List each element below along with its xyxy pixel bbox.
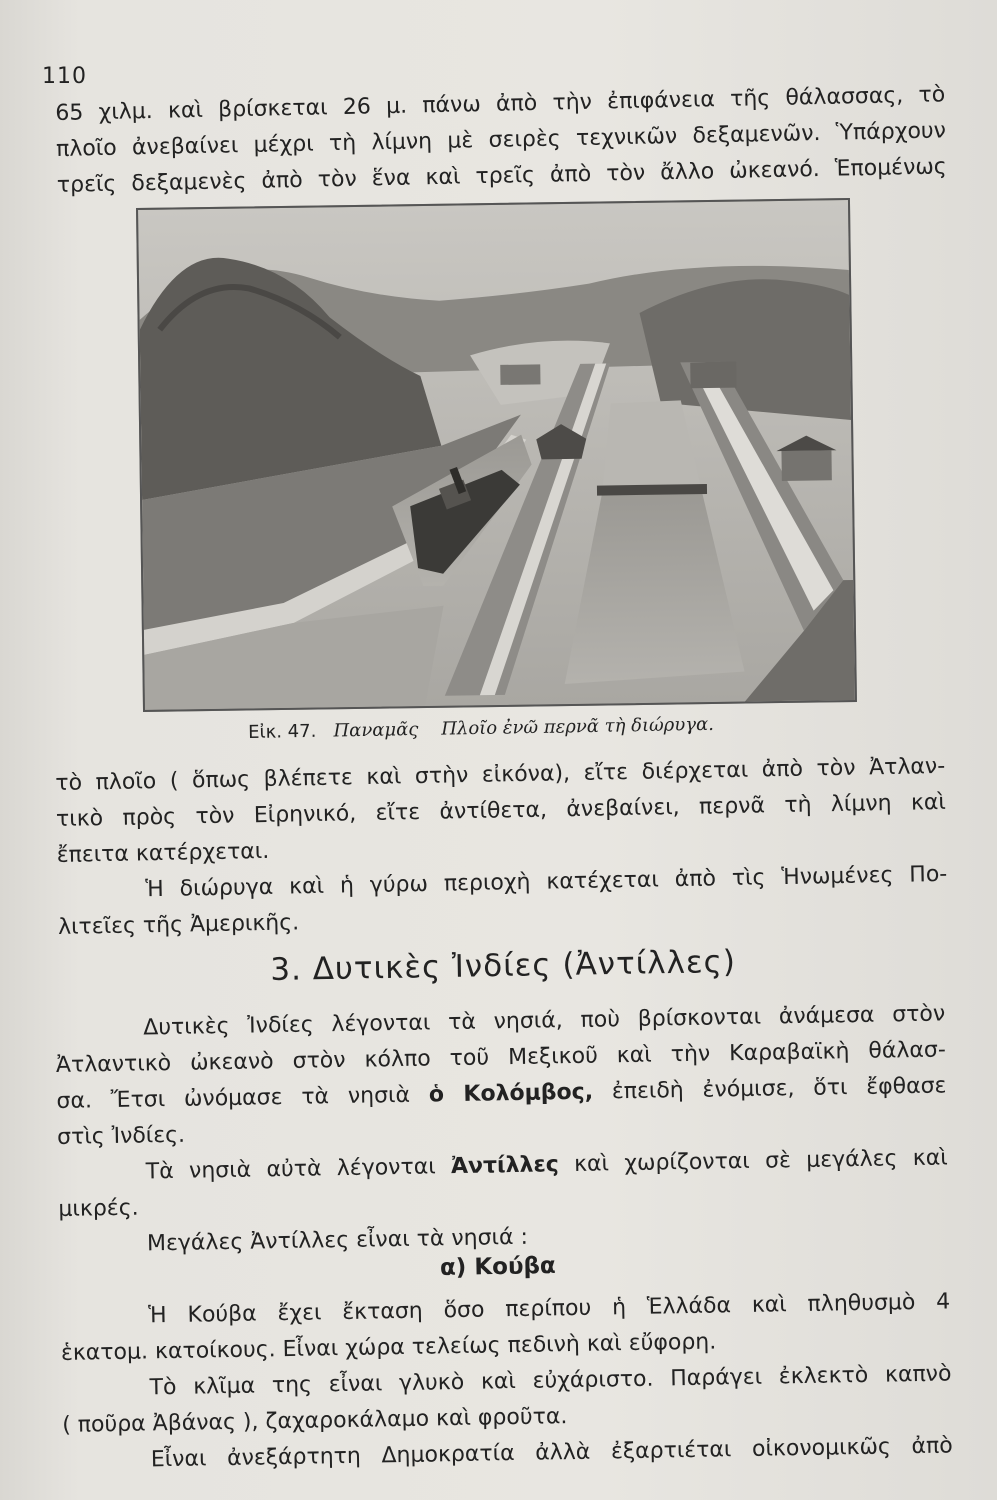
caption-text: Πλοῖο ἐνῶ περνᾶ τὴ διώρυγα.: [441, 713, 715, 740]
text-line: ἑκατομ. κατοίκους. Εἶναι χώρα τελείως πεδινὴ καὶ εὔφορη.: [60, 1329, 717, 1366]
caption-label: Εἰκ. 47.: [248, 720, 317, 743]
text-line: ἔπειτα κατέρχεται.: [56, 838, 270, 868]
figure-caption: [248, 712, 848, 743]
page-number: 110: [42, 64, 87, 89]
section-text: [55, 996, 953, 1479]
text-line: Ἡ διώρυγα καὶ ἡ γύρω περιοχὴ κατέχεται ἀπὸ τὶς Ἡνωμένες Πο-: [145, 861, 948, 903]
text-run-bold: ὁ Κολόμβος,: [428, 1079, 594, 1108]
text-line: 65 χιλμ. καὶ βρίσκεται 26 μ. πάνω ἀπὸ τὴν ἐπιφάνεια τῆς θάλασσας, τὸ: [55, 82, 946, 126]
caption-place: Παναμᾶς: [333, 719, 419, 742]
text-line: πλοῖο ἀνεβαίνει μέχρι τὴ λίμνη μὲ σειρὲς τεχνικῶν δεξαμενῶν. Ὑπάρχουν: [55, 118, 947, 162]
text-line: Μεγάλες Ἀντίλλες εἶναι τὰ νησιά :: [146, 1224, 529, 1257]
text-line: στὶς Ἰνδίες.: [56, 1122, 186, 1150]
text-line: Εἶναι ἀνεξάρτητη Δημοκρατία ἀλλὰ ἐξαρτιέται οἰκονομικῶς ἀπὸ: [150, 1433, 953, 1473]
text-line: λιτεῖες τῆς Ἀμερικῆς.: [57, 910, 300, 940]
text-line: μικρές.: [58, 1195, 139, 1222]
text-line: τρεῖς δεξαμενὲς ἀπὸ τὸν ἕνα καὶ τρεῖς ἀπὸ τὸν ἄλλο ὠκεανό. Ἑπομένως: [56, 154, 947, 198]
text-line: Ἀτλαντικὸ ὠκεανὸ στὸν κόλπο τοῦ Μεξικοῦ καὶ τὴν Καραβαϊκὴ θάλασ-: [55, 1037, 947, 1078]
text-run: Τὰ νησιὰ αὐτὰ λέγονται: [145, 1154, 436, 1185]
text-line: ( ποῦρα Ἀβάνας ), ζαχαροκάλαμο καὶ φροῦτα.: [61, 1404, 568, 1438]
text-run: ἐπειδὴ ἐνόμισε, ὅτι ἔφθασε: [611, 1073, 947, 1105]
text-run-bold: Ἀντίλλες: [450, 1152, 559, 1180]
text-line: Τὸ κλῖμα της εἶναι γλυκὸ καὶ εὐχάριστο. Παράγει ἐκλεκτὸ καπνὸ: [149, 1361, 952, 1401]
text-run: καὶ χωρίζονται σὲ μεγάλες καὶ: [573, 1145, 948, 1177]
middle-paragraph: [55, 749, 948, 946]
text-line: Δυτικὲς Ἰνδίες λέγονται τὰ νησιά, ποὺ βρίσκονται ἀνάμεσα στὸν: [143, 1001, 946, 1041]
panama-canal-photo: [136, 198, 857, 712]
text-run: σα. Ἔτσι ὠνόμασε τὰ νησιὰ: [56, 1082, 411, 1114]
text-line: Ἡ Κούβα ἔχει ἔκταση ὅσο περίπου ἡ Ἑλλάδα καὶ πληθυσμὸ 4: [148, 1289, 951, 1329]
top-paragraph: [55, 77, 947, 204]
text-line: τὸ πλοῖο ( ὅπως βλέπετε καὶ στὴν εἰκόνα), εἴτε διέρχεται ἀπὸ τὸν Ἀτλαν-: [55, 753, 946, 796]
canal-photo-illustration: [138, 200, 855, 710]
text-line: τικὸ πρὸς τὸν Εἰρηνικό, εἴτε ἀντίθετα, ἀνεβαίνει, περνᾶ τὴ λίμνη καὶ: [55, 789, 947, 832]
subheading-cuba: α) Κούβα: [439, 1252, 556, 1282]
section-heading: 3. Δυτικὲς Ἰνδίες (Ἀντίλλες): [270, 943, 737, 988]
